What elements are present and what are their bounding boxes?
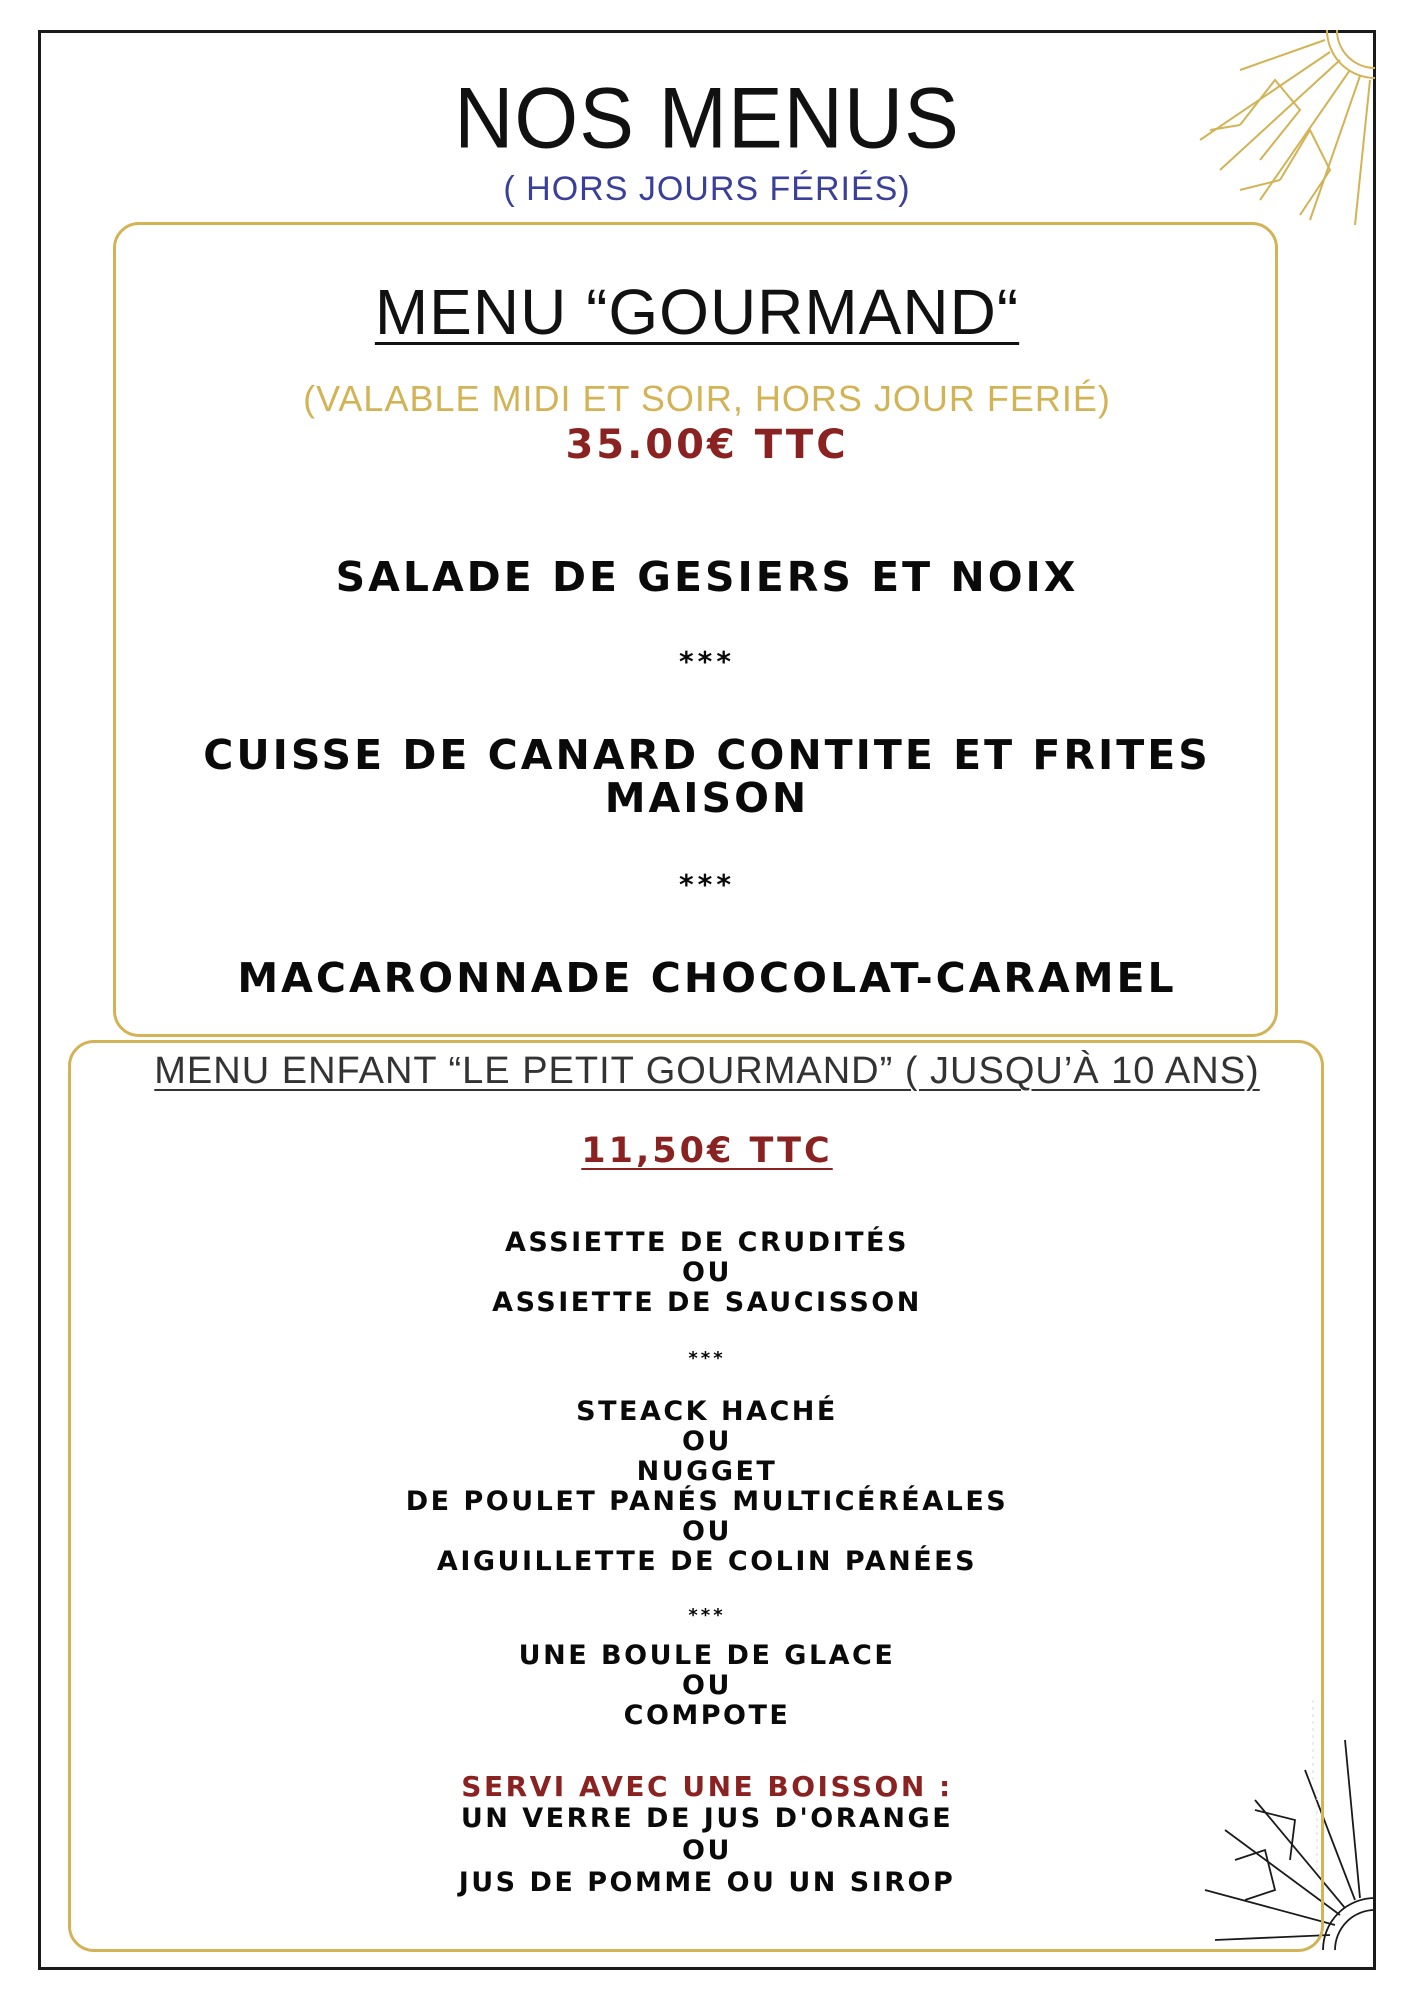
menu-gourmand-starter: SALADE DE GESIERS ET NOIX bbox=[335, 553, 1079, 601]
menu-gourmand-validity: (VALABLE MIDI ET SOIR, HORS JOUR FERIÉ) bbox=[303, 378, 1111, 419]
kid-main-option-1: STEACK HACHÉ bbox=[576, 1396, 838, 1427]
menu-gourmand-price: 35.00€ TTC bbox=[565, 422, 849, 468]
menu-enfant-price-text: 11,50€ TTC bbox=[581, 1131, 833, 1171]
kid-dessert-option-2: COMPOTE bbox=[623, 1700, 791, 1731]
kid-main-option-2-line-2: DE POULET PANÉS MULTICÉRÉALES bbox=[405, 1486, 1009, 1517]
menu-enfant-title bbox=[0, 1050, 1414, 1093]
menu-enfant-title-text: MENU ENFANT “LE PETIT GOURMAND” ( JUSQU’À 10 ANS) bbox=[154, 1050, 1260, 1092]
kid-main-or-1: OU bbox=[682, 1426, 732, 1457]
menu-gourmand-separator-2: *** bbox=[679, 868, 735, 901]
menu-gourmand-main-line-2: MAISON bbox=[604, 774, 810, 822]
kid-starter-option-2: ASSIETTE DE SAUCISSON bbox=[492, 1287, 922, 1318]
kid-dessert-option-1: UNE BOULE DE GLACE bbox=[518, 1640, 896, 1671]
page-subtitle: ( HORS JOURS FÉRIÉS) bbox=[503, 170, 911, 208]
kid-main-option-2-line-1: NUGGET bbox=[636, 1456, 778, 1487]
menu-gourmand-title bbox=[0, 275, 1414, 349]
menu-enfant-price bbox=[0, 1131, 1414, 1171]
page-title: NOS MENUS bbox=[454, 70, 960, 167]
kid-dessert-or: OU bbox=[682, 1670, 732, 1701]
kid-drink-or: OU bbox=[682, 1835, 732, 1866]
menu-gourmand-main-line-1: CUISSE DE CANARD CONTITE ET FRITES bbox=[203, 731, 1211, 779]
kid-drink-option-2: JUS DE POMME OU UN SIROP bbox=[458, 1867, 956, 1898]
kid-main-option-3: AIGUILLETTE DE COLIN PANÉES bbox=[436, 1546, 978, 1577]
kid-separator-2: *** bbox=[688, 1605, 726, 1626]
menu-gourmand-dessert: MACARONNADE CHOCOLAT-CARAMEL bbox=[237, 954, 1177, 1002]
menu-gourmand-title-text: MENU “GOURMAND“ bbox=[374, 276, 1020, 348]
kid-drink-intro: SERVI AVEC UNE BOISSON : bbox=[461, 1770, 953, 1803]
kid-main-or-2: OU bbox=[682, 1516, 732, 1547]
kid-starter-option-1: ASSIETTE DE CRUDITÉS bbox=[505, 1227, 909, 1258]
kid-drink-option-1: UN VERRE DE JUS D'ORANGE bbox=[460, 1803, 954, 1834]
menu-gourmand-separator-1: *** bbox=[679, 645, 735, 678]
kid-starter-or: OU bbox=[682, 1257, 732, 1288]
kid-separator-1: *** bbox=[688, 1348, 726, 1369]
